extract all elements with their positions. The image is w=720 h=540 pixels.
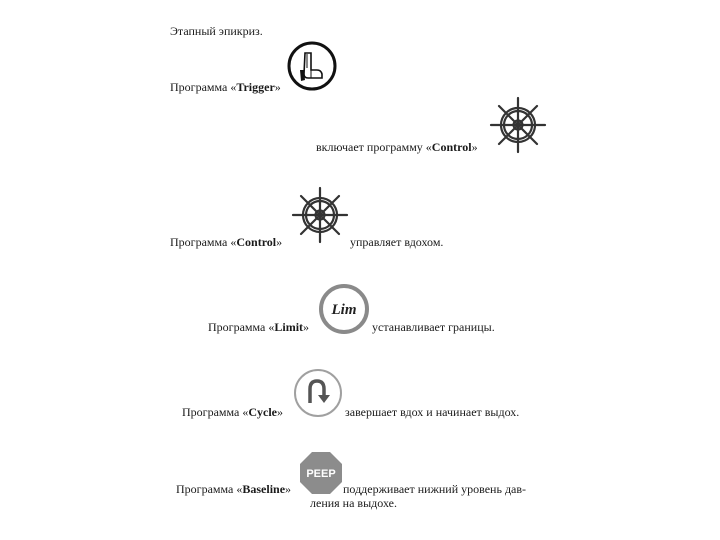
control-include-line: включает программу «Control» xyxy=(316,140,478,154)
cycle-description: завершает вдох и начинает выдох. xyxy=(345,405,520,419)
trigger-line: Программа «Trigger» xyxy=(170,80,281,94)
baseline-description-1: поддерживает нижний уровень дав- xyxy=(343,482,527,496)
baseline-name: Baseline xyxy=(242,482,286,496)
peep-label: PEEP xyxy=(306,468,336,480)
limit-line: Программа «Limit» xyxy=(208,320,310,334)
pistol-trigger-icon xyxy=(286,40,338,92)
control-description: управляет вдохом. xyxy=(350,235,444,249)
limit-badge-icon xyxy=(317,282,371,336)
page-heading: Этапный эпикриз. xyxy=(170,24,263,38)
ship-wheel-icon xyxy=(489,96,547,154)
cycle-line: Программа «Cycle» xyxy=(182,405,284,419)
control-name: Control xyxy=(431,140,472,154)
baseline-description-2: ления на выдохе. xyxy=(310,496,397,510)
cycle-name: Cycle xyxy=(248,405,278,419)
limit-name: Limit xyxy=(274,320,304,334)
limit-badge-label: Lim xyxy=(331,302,357,318)
control-name-2: Control xyxy=(236,235,277,249)
limit-description: устанавливает границы. xyxy=(372,320,495,334)
stop-octagon-icon xyxy=(298,450,344,496)
u-turn-arrow-icon xyxy=(291,366,345,420)
ship-wheel-icon-2 xyxy=(291,186,349,244)
baseline-line: Программа «Baseline» xyxy=(176,482,292,496)
control-line: Программа «Control» xyxy=(170,235,283,249)
trigger-name: Trigger xyxy=(236,80,275,94)
